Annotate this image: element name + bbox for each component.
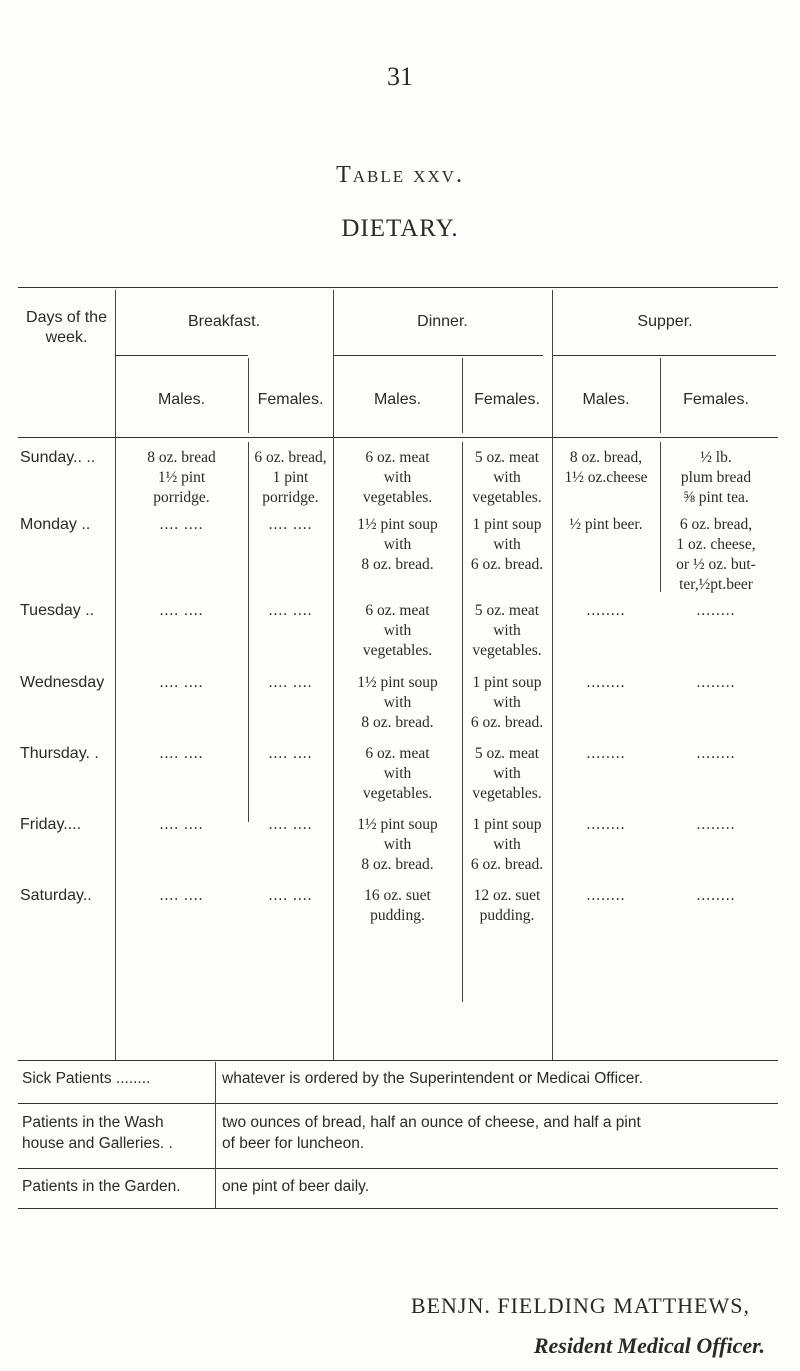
table-top-rule — [18, 287, 778, 288]
day-label: Wednesday — [20, 674, 105, 691]
meal-cell-bm-line: porridge. — [153, 489, 210, 506]
day-label: Saturday.. — [20, 887, 92, 904]
meal-cell-sf-line: ter,½pt.beer — [679, 576, 753, 593]
meal-cell-bm — [115, 744, 248, 764]
breakfast-rule — [115, 355, 248, 356]
meal-cell-dm-line: vegetables. — [362, 785, 433, 802]
header-females-line: Females. — [474, 391, 540, 408]
meal-cell-dm-line: 6 oz. meat — [365, 745, 430, 762]
meal-cell-sf-line: plum bread — [680, 469, 752, 486]
meal-cell-bf — [248, 448, 333, 508]
meal-cell-sm-line: ½ pint beer. — [569, 516, 643, 533]
meal-cell-df-line: 6 oz. bread. — [470, 556, 544, 573]
note-text-line: of beer for luncheon. — [222, 1135, 365, 1152]
day-label: Sunday.. .. — [20, 449, 96, 466]
meal-cell-df-line: pudding. — [479, 907, 535, 924]
meal-cell-sm-line: ........ — [586, 816, 626, 833]
meal-cell-sf-line: ........ — [696, 674, 736, 691]
meal-cell-sf — [660, 744, 772, 764]
meal-cell-bf — [248, 815, 333, 835]
meal-cell-bm-line: .... .... — [159, 745, 204, 762]
meal-cell-dm-line: 1½ pint soup — [357, 816, 438, 833]
meal-cell-bm — [115, 515, 248, 535]
header-breakfast — [115, 312, 333, 332]
meal-cell-sm — [552, 744, 660, 764]
meal-cell-bm — [115, 886, 248, 906]
meal-cell-sm — [552, 515, 660, 535]
meal-cell-dm — [333, 448, 462, 508]
meal-cell-df — [462, 601, 552, 661]
note-label-line: house and Galleries. . — [22, 1135, 173, 1152]
meal-cell-dm — [333, 515, 462, 575]
meal-cell-sm-line: ........ — [586, 745, 626, 762]
notes-rule-2 — [18, 1168, 778, 1169]
meal-cell-sm-line: 1½ oz.cheese — [564, 469, 648, 486]
header-days-line: Days of the — [26, 309, 107, 326]
meal-cell-bf — [248, 744, 333, 764]
meal-cell-bf-line: .... .... — [268, 602, 313, 619]
meal-cell-df-line: 5 oz. meat — [474, 602, 540, 619]
meal-cell-dm — [333, 673, 462, 733]
meal-cell-sf-line: ........ — [696, 816, 736, 833]
header-days — [18, 308, 115, 348]
meal-cell-sf — [660, 448, 772, 508]
meal-cell-bm — [115, 815, 248, 835]
day-label: Monday .. — [20, 516, 91, 533]
table-title: Table xxv. — [336, 162, 464, 188]
meal-cell-bf-line: porridge. — [262, 489, 319, 506]
meal-cell-bf — [248, 601, 333, 621]
meal-cell-df-line: with — [493, 694, 521, 711]
meal-cell-bf-line: .... .... — [268, 674, 313, 691]
meal-cell-sf-line: ........ — [696, 745, 736, 762]
header-males-line: Males. — [373, 391, 422, 408]
header-males — [333, 390, 462, 410]
meal-cell-bm-line: .... .... — [159, 816, 204, 833]
day-label: Friday.... — [20, 816, 82, 833]
header-females-line: Females. — [257, 391, 324, 408]
meal-cell-df-line: 1 pint soup — [472, 674, 542, 691]
header-males-line: Males. — [157, 391, 206, 408]
meal-cell-sm — [552, 815, 660, 835]
header-supper-line: Supper. — [637, 313, 693, 330]
meal-cell-dm-line: with — [383, 836, 412, 853]
meal-cell-dm-line: with — [383, 765, 412, 782]
meal-cell-sm — [552, 886, 660, 906]
meal-cell-sm-line: 8 oz. bread, — [569, 449, 643, 466]
note-label — [22, 1068, 212, 1089]
note-text-line: two ounces of bread, half an ounce of cheese, and half a pint — [222, 1114, 641, 1131]
note-text — [222, 1112, 782, 1154]
meal-cell-dm-line: with — [383, 622, 412, 639]
header-supper — [552, 312, 778, 332]
note-label — [22, 1112, 212, 1154]
header-females — [248, 390, 333, 410]
notes-col-rule — [215, 1062, 216, 1208]
meal-cell-bf-line: .... .... — [268, 887, 313, 904]
table-bottom-rule — [18, 1060, 778, 1061]
meal-cell-df-line: with — [493, 836, 521, 853]
meal-cell-bf — [248, 673, 333, 693]
meal-cell-df-line: with — [493, 536, 521, 553]
meal-cell-df-line: vegetables. — [472, 785, 542, 802]
meal-cell-df-line: 6 oz. bread. — [470, 714, 544, 731]
header-bottom-rule — [18, 437, 778, 438]
meal-cell-df-line: with — [493, 765, 521, 782]
meal-cell-sf-line: ½ lb. — [700, 449, 732, 466]
meal-cell-bm — [115, 601, 248, 621]
meal-cell-bf-line: 6 oz. bread, — [254, 449, 327, 466]
note-label-line: Patients in the Garden. — [22, 1178, 181, 1195]
meal-cell-df-line: 1 pint soup — [472, 816, 542, 833]
meal-cell-df-line: 1 pint soup — [472, 516, 542, 533]
meal-cell-dm-line: vegetables. — [362, 642, 433, 659]
meal-cell-df-line: 6 oz. bread. — [470, 856, 544, 873]
meal-cell-bm-line: 8 oz. bread — [147, 449, 216, 466]
meal-cell-df-line: 5 oz. meat — [474, 449, 540, 466]
signature-name: BENJN. FIELDING MATTHEWS, — [410, 1293, 750, 1318]
meal-cell-dm-line: 8 oz. bread. — [361, 714, 434, 731]
day-label: Thursday. . — [20, 745, 99, 762]
header-males — [552, 390, 660, 410]
meal-cell-df — [462, 515, 552, 575]
meal-cell-dm-line: 8 oz. bread. — [361, 556, 434, 573]
meal-cell-sm-line: ........ — [586, 602, 626, 619]
meal-cell-sf-line: ⅝ pint tea. — [683, 489, 749, 506]
note-text-line: one pint of beer daily. — [222, 1178, 370, 1195]
header-females — [660, 390, 772, 410]
meal-cell-bm-line: .... .... — [159, 887, 204, 904]
note-text-line: whatever is ordered by the Superintendent or Medicai Officer. — [222, 1070, 644, 1087]
meal-cell-bf — [248, 515, 333, 535]
day-label: Tuesday .. — [20, 602, 95, 619]
meal-cell-df-line: vegetables. — [472, 642, 542, 659]
meal-cell-dm — [333, 815, 462, 875]
meal-cell-sf-line: 1 oz. cheese, — [676, 536, 756, 553]
meal-cell-df-line: 12 oz. suet — [473, 887, 541, 904]
note-text — [222, 1068, 782, 1089]
meal-cell-sf-line: ........ — [696, 602, 736, 619]
page-number: 31 — [387, 62, 413, 91]
meal-cell-sf — [660, 601, 772, 621]
meal-cell-sf-line: 6 oz. bread, — [679, 516, 753, 533]
table-subtitle: DIETARY. — [341, 215, 459, 242]
meal-cell-sm-line: ........ — [586, 674, 626, 691]
header-females-line: Females. — [683, 391, 749, 408]
meal-cell-bf — [248, 886, 333, 906]
note-label — [22, 1176, 212, 1197]
note-text — [222, 1176, 782, 1197]
meal-cell-df-line: vegetables. — [472, 489, 542, 506]
meal-cell-dm — [333, 886, 462, 926]
header-males-line: Males. — [582, 391, 630, 408]
meal-cell-bm-line: .... .... — [159, 602, 204, 619]
meal-cell-dm-line: 6 oz. meat — [365, 602, 430, 619]
meal-cell-sf — [660, 815, 772, 835]
header-males — [115, 390, 248, 410]
meal-cell-bm-line: 1½ pint — [157, 469, 206, 486]
meal-cell-bf-line: 1 pint — [272, 469, 309, 486]
meal-cell-df — [462, 744, 552, 804]
meal-cell-dm-line: 1½ pint soup — [357, 674, 438, 691]
meal-cell-bf-line: .... .... — [268, 516, 313, 533]
meal-cell-sf-line: or ½ oz. but- — [676, 556, 756, 573]
meal-cell-sm — [552, 673, 660, 693]
header-dinner-line: Dinner. — [417, 313, 468, 330]
meal-cell-dm-line: 16 oz. suet — [364, 887, 431, 904]
meal-cell-dm-line: 6 oz. meat — [365, 449, 430, 466]
meal-cell-sf-line: ........ — [696, 887, 736, 904]
meal-cell-sm-line: ........ — [586, 887, 626, 904]
signature-title: Resident Medical Officer. — [533, 1333, 765, 1358]
meal-cell-sf — [660, 673, 772, 693]
meal-cell-dm-line: pudding. — [370, 907, 425, 924]
meal-cell-bm — [115, 673, 248, 693]
header-breakfast-line: Breakfast. — [187, 313, 261, 330]
meal-cell-df-line: with — [493, 469, 521, 486]
meal-cell-bf-line: .... .... — [268, 816, 313, 833]
meal-cell-dm-line: 1½ pint soup — [357, 516, 438, 533]
meal-cell-sm — [552, 601, 660, 621]
meal-cell-dm-line: with — [383, 536, 412, 553]
supper-rule — [552, 355, 776, 356]
notes-rule-3 — [18, 1208, 778, 1209]
meal-cell-sf — [660, 515, 772, 595]
header-days-line: week. — [45, 329, 88, 346]
meal-cell-bm-line: .... .... — [159, 674, 204, 691]
meal-cell-df — [462, 673, 552, 733]
meal-cell-dm — [333, 601, 462, 661]
header-females — [462, 390, 552, 410]
meal-cell-sm — [552, 448, 660, 488]
notes-rule-1 — [18, 1103, 778, 1104]
meal-cell-df — [462, 815, 552, 875]
note-label-line: Patients in the Wash — [22, 1114, 164, 1131]
meal-cell-dm-line: 8 oz. bread. — [361, 856, 434, 873]
header-dinner — [333, 312, 552, 332]
meal-cell-df-line: 5 oz. meat — [474, 745, 540, 762]
dinner-rule — [333, 355, 543, 356]
meal-cell-bf-line: .... .... — [268, 745, 313, 762]
meal-cell-df — [462, 448, 552, 508]
meal-cell-sf — [660, 886, 772, 906]
note-label-line: Sick Patients ........ — [22, 1070, 151, 1087]
meal-cell-bm — [115, 448, 248, 508]
meal-cell-bm-line: .... .... — [159, 516, 204, 533]
meal-cell-dm-line: vegetables. — [362, 489, 433, 506]
meal-cell-df — [462, 886, 552, 926]
meal-cell-dm-line: with — [383, 469, 412, 486]
meal-cell-df-line: with — [493, 622, 521, 639]
meal-cell-dm-line: with — [383, 694, 412, 711]
meal-cell-dm — [333, 744, 462, 804]
